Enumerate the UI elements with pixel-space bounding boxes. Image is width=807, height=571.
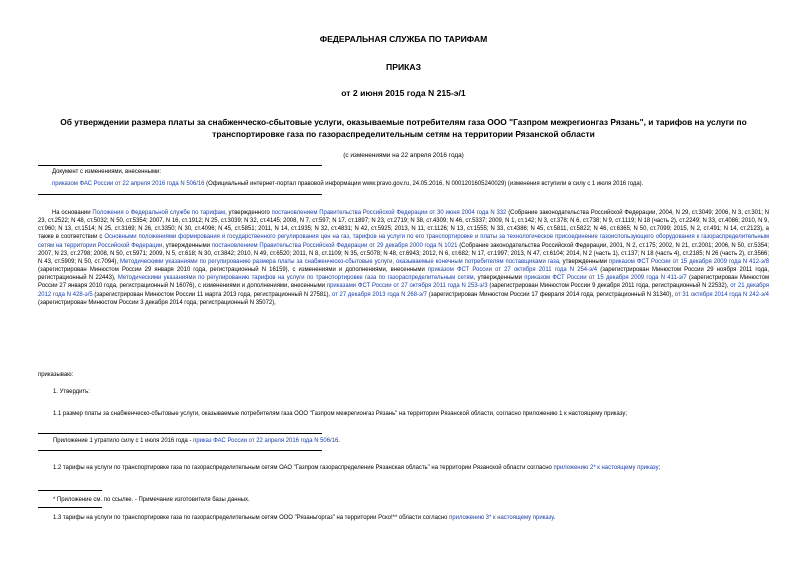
- separator-line: [38, 165, 322, 166]
- item-1-1: 1.1 размер платы за снабженческо-сбытовые услуги, оказываемые потребителям газа ООО "Газпром межрегионгаз Рязань" на территории Рязанской области, согласно приложению 1 к настоящему приказу;: [53, 411, 628, 417]
- preamble-text: , утвержденными: [559, 258, 610, 265]
- preamble-text: (зарегистрирован Минюстом России 17 февраля 2014 года, регистрационный N 31340),: [427, 291, 675, 298]
- agency-heading: ФЕДЕРАЛЬНАЯ СЛУЖБА ПО ТАРИФАМ: [319, 34, 488, 44]
- preamble-link[interactable]: приказами ФСТ России от 27 октября 2011 года N 253-э/3: [326, 283, 488, 290]
- annex-note-text: Приложение 1 утратило силу с 1 июля 2016 года -: [53, 438, 194, 444]
- annex-note: [53, 437, 769, 445]
- preamble-paragraph: [38, 209, 769, 307]
- preamble-text: (зарегистрирован Минюстом России 9 декабря 2011 года, регистрационный N 22532),: [487, 283, 731, 290]
- annex-note-link[interactable]: приказ ФАС России от 22 апреля 2016 года N 506/16: [193, 438, 339, 444]
- preamble-link[interactable]: от 31 октября 2014 года N 242-э/4: [674, 291, 769, 298]
- preamble-text: (зарегистрирован Минюстом России 29 ноября 2011 года, регистрационный N 22443),: [38, 267, 769, 282]
- item-1-3: [53, 514, 769, 522]
- item-1-2: [38, 464, 769, 472]
- annex-note-end: .: [338, 438, 340, 444]
- item-1: 1. Утвердить:: [53, 389, 90, 395]
- preamble-link[interactable]: Основными положениями формирования и государственного регулирования цен на газ, тарифов на услуги по его транспортировке и платы за технологическое присоединение газоиспользующего оборудования к газораспределительным сетям на территории Российской Федерации: [38, 234, 769, 249]
- separator-line: [38, 194, 322, 195]
- preamble-text: (зарегистрирован Минюстом России 29 января 2010 года, регистрационный N 16159), с изменениями и дополнениями, внесенными: [38, 267, 428, 274]
- preamble-link[interactable]: от 27 декабря 2013 года N 268-э/7: [331, 291, 427, 298]
- changes-line: [52, 180, 772, 188]
- doc-type-heading: ПРИКАЗ: [386, 62, 421, 72]
- preamble-link[interactable]: Положения о Федеральной службе по тарифам: [92, 210, 226, 216]
- item-1-2-end: ;: [658, 465, 661, 471]
- order-word: приказываю:: [38, 372, 74, 378]
- preamble-link[interactable]: приказом ФСТ России от 15 декабря 2009 года N 412-э/8: [609, 258, 769, 265]
- preamble-link[interactable]: Методическими указаниями по регулированию тарифов на услуги по транспортировке газа по газораспределительным сетям: [117, 275, 474, 282]
- preamble-text: (Собрание законодательства Российской Федерации, 2001, N 2, ст.175; 2002, N 21, ст.2001; 2006, N 50, ст.5354; 2007, N 23, ст.2798; 2008, N 50, ст.5971; 2009, N 5, ст.618; N 30, ст.3842; 2010, N 49, ст.6520; 2011, N 8, ст.1109; N 35, ст.5078; N 48, ст.6943; 2012, N 6, ст.682; N 17, ст.1997; 2013, N 47, ст.6104; 2014, N 2 (часть 1), ст.137; N 18 (часть 4), ст.2185; N 26 (часть 2), ст.3566; N 43, ст.5909; N 50, ст.7094),: [38, 242, 769, 265]
- preamble-text: (зарегистрирован Минюстом России 27 января 2010 года, регистрационный N 16076), с изменениями и дополнениями, внесенными: [38, 275, 770, 290]
- preamble-text: (зарегистрирован Минюстом России 3 декабря 2014 года, регистрационный N 35072),: [38, 299, 276, 306]
- preamble-text: (Собрание законодательства Российской Федерации, 2004, N 29, ст.3049; 2006, N 3, ст.301; N 23, ст.2522; N 48, ст.5032; N 50, ст.5354; 2007, N 16, ст.1912; N 25, ст.3039; N 32, ст.4145; 2008, N 7, ст.597; N 17, ст.1897; N 23, ст.2719; N 38, ст.4309; N 46, ст.5337; 2009, N 1, ст.142; N 3, ст.378; N 6, ст.738; N 9, ст.1119; N 18 (часть 2), ст.2249; N 33, ст.4086; 2010, N 9, ст.960; N 13, ст.1514; N 25, ст.3169; N 26, ст.3350; N 30, ст.4096; N 45, ст.5851; 2011, N 14, ст.1935; N 32, ст.4831; N 42, ст.5925; 2013, N 11, ст.1126; N 13, ст.1555; N 33, ст.4386; N 45, ст.5811, ст.5822; N 46, ст.6365; N 50, ст.7099; 2015, N 2, ст.491; N 14, ст.2123), а также в соответствии с: [38, 210, 770, 241]
- item-1-3-end: .: [553, 515, 556, 521]
- item-1-3-link[interactable]: приложению 3* к настоящему приказу: [449, 515, 554, 521]
- amendment-note: (с изменениями на 22 апреля 2016 года): [343, 152, 464, 159]
- preamble-link[interactable]: приказом ФСТ России от 15 декабря 2009 года N 411-э/7: [524, 275, 687, 282]
- preamble-link[interactable]: постановлением Правительства Российской Федерации от 30 июня 2004 года N 332: [271, 210, 507, 216]
- preamble-link[interactable]: от 21 декабря 2012 года N 428-э/5: [38, 283, 769, 298]
- separator-line: [38, 450, 322, 451]
- preamble-text: На основании: [52, 210, 93, 216]
- footnote-separator: [38, 490, 102, 491]
- item-1-2-text: 1.2 тарифы на услуги по транспортировке газа по газораспределительным сетям ОАО "Газпром газораспределение Рязанская область" на территории Рязанской области согласно: [53, 465, 554, 471]
- item-1-2-link[interactable]: приложению 2* к настоящему приказу: [553, 465, 659, 471]
- changes-link[interactable]: приказом ФАС России от 22 апреля 2016 года N 506/16: [52, 181, 205, 188]
- preamble-text: , утвержденного: [225, 210, 272, 216]
- footnote-separator: [38, 507, 102, 508]
- item-1-3-text: 1.3 тарифы на услуги по транспортировке газа по газораспределительным сетям ООО "Рязаньгоргаз" на территории Рско!** области согласно: [53, 515, 450, 521]
- preamble-text: (зарегистрирован Минюстом России 11 марта 2013 года, регистрационный N 27581),: [92, 291, 332, 298]
- changes-rest: (Официальный интернет-портал правовой информации www.pravo.gov.ru, 24.05.2016, N 0001201605240029) (изменения вступили в силу с 1 июля 2016 года).: [204, 181, 644, 188]
- separator-line: [38, 433, 322, 434]
- changes-block: [52, 168, 772, 188]
- preamble-link[interactable]: постановлением Правительства Российской Федерации от 29 декабря 2000 года N 1021: [211, 242, 458, 249]
- preamble-text: , утвержденными: [162, 242, 212, 249]
- changes-label: Документ с изменениями, внесенными:: [52, 169, 162, 175]
- footnote: * Приложение см. по ссылке. - Примечание изготовителя базы данных.: [53, 497, 250, 503]
- preamble-text: , утвержденными: [473, 275, 525, 282]
- document-title: Об утверждении размера платы за снабженческо-сбытовые услуги, оказываемые потребителям газа ООО "Газпром межрегионгаз Рязань", и тарифов на услуги по транспортировке газа по газораспределительным сетям на территории Рязанской области: [60, 117, 747, 139]
- preamble-link[interactable]: Методическими указаниями по регулированию размера платы за снабженческо-сбытовые услуги, оказываемые конечным потребителям поставщиками газа: [120, 258, 560, 265]
- preamble-link[interactable]: приказом ФСТ России от 27 октября 2011 года N 254-э/4: [427, 267, 598, 274]
- date-number: от 2 июня 2015 года N 215-э/1: [341, 88, 466, 98]
